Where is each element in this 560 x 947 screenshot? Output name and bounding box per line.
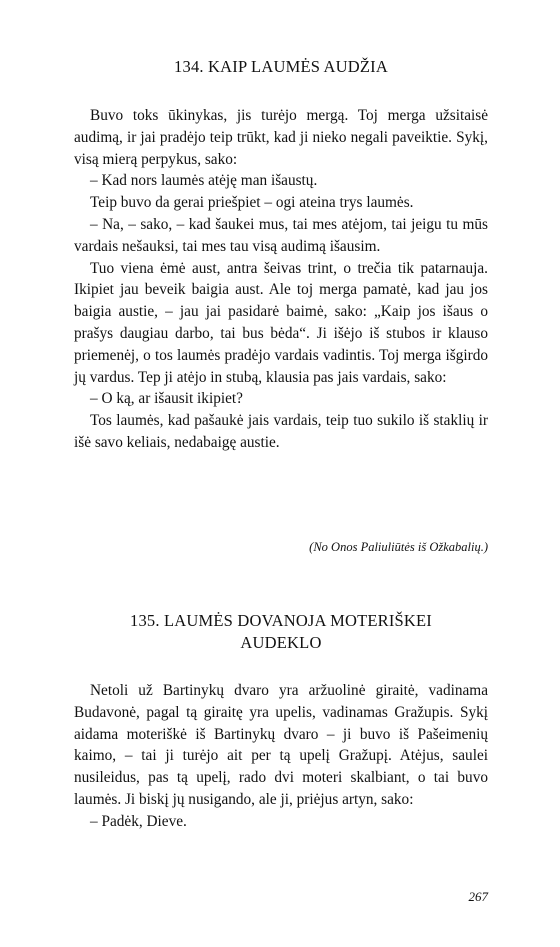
paragraph: – O ką, ar išausit ikipiet? [90, 390, 243, 408]
paragraph: Buvo toks ūkinykas, jis turėjo mergą. Toj merga užsitaisė audimą, ir jai pradėjo teip trūkt, kad ji nieko negali paveiktie. Sykį, visą mierą perpykus, sako: [74, 107, 488, 168]
story-135-body [74, 680, 488, 833]
book-page [74, 0, 488, 947]
paragraph: Teip buvo da gerai priešpiet – ogi ateina trys laumės. [90, 194, 414, 212]
paragraph: Tos laumės, kad pašaukė jais vardais, teip tuo sukilo iš staklių ir išė savo keliais, nedabaigę austie. [74, 412, 488, 451]
page-number: 267 [468, 889, 488, 904]
paragraph: Tuo viena ėmė aust, antra šeivas trint, o trečia tik patarnauja. Ikipiet jau beveik baigia aust. Ale toj merga pamatė, kad jau jos baigia austie, – jau jai pasidarė baimė, sako: „Kaip jos išaus o prašys daugiau darbo, tai bus bėda“. Ji išėjo iš stubos ir klauso priemenėj, o tos laumės pradėjo vardais vadintis. Toj merga išgirdo jų vardus. Tep ji atėjo in stubą, klausia pas jais vardais, sako: [74, 259, 488, 386]
paragraph: – Padėk, Dieve. [90, 812, 187, 830]
story-135-title-line2: AUDEKLO [240, 633, 322, 652]
paragraph: – Kad nors laumės atėję man išaustų. [90, 172, 318, 190]
story-135-title-line1: 135. LAUMĖS DOVANOJA MOTERIŠKEI [130, 611, 432, 630]
story-134-title: 134. KAIP LAUMĖS AUDŽIA [174, 57, 388, 76]
paragraph: – Na, – sako, – kad šaukei mus, tai mes atėjom, tai jeigu tu mūs vardais nešauksi, tai mes tau visą audimą išausim. [74, 215, 488, 255]
story-134-body [74, 105, 488, 454]
story-135-title [74, 610, 488, 654]
story-134-source: (No Onos Paliuliūtės iš Ožkabalių.) [309, 540, 488, 554]
paragraph: Netoli už Bartinykų dvaro yra aržuolinė giraitė, vadinama Budavonė, pagal tą giraitę yra upelis, vadinamas Gražupis. Sykį aidama moteriškė iš Bartinykų dvaro – ji buvo iš Pašeimenių kaimo, – tai ji turėjo ait per tą upelį Gražupį. Atėjus, saulei nusileidus, pas tą upelį, rado dvi moteri skalbiant, o tai buvo laumės. Ji biskį jų nusigando, ale ji, priėjus artyn, sako: [74, 682, 488, 808]
